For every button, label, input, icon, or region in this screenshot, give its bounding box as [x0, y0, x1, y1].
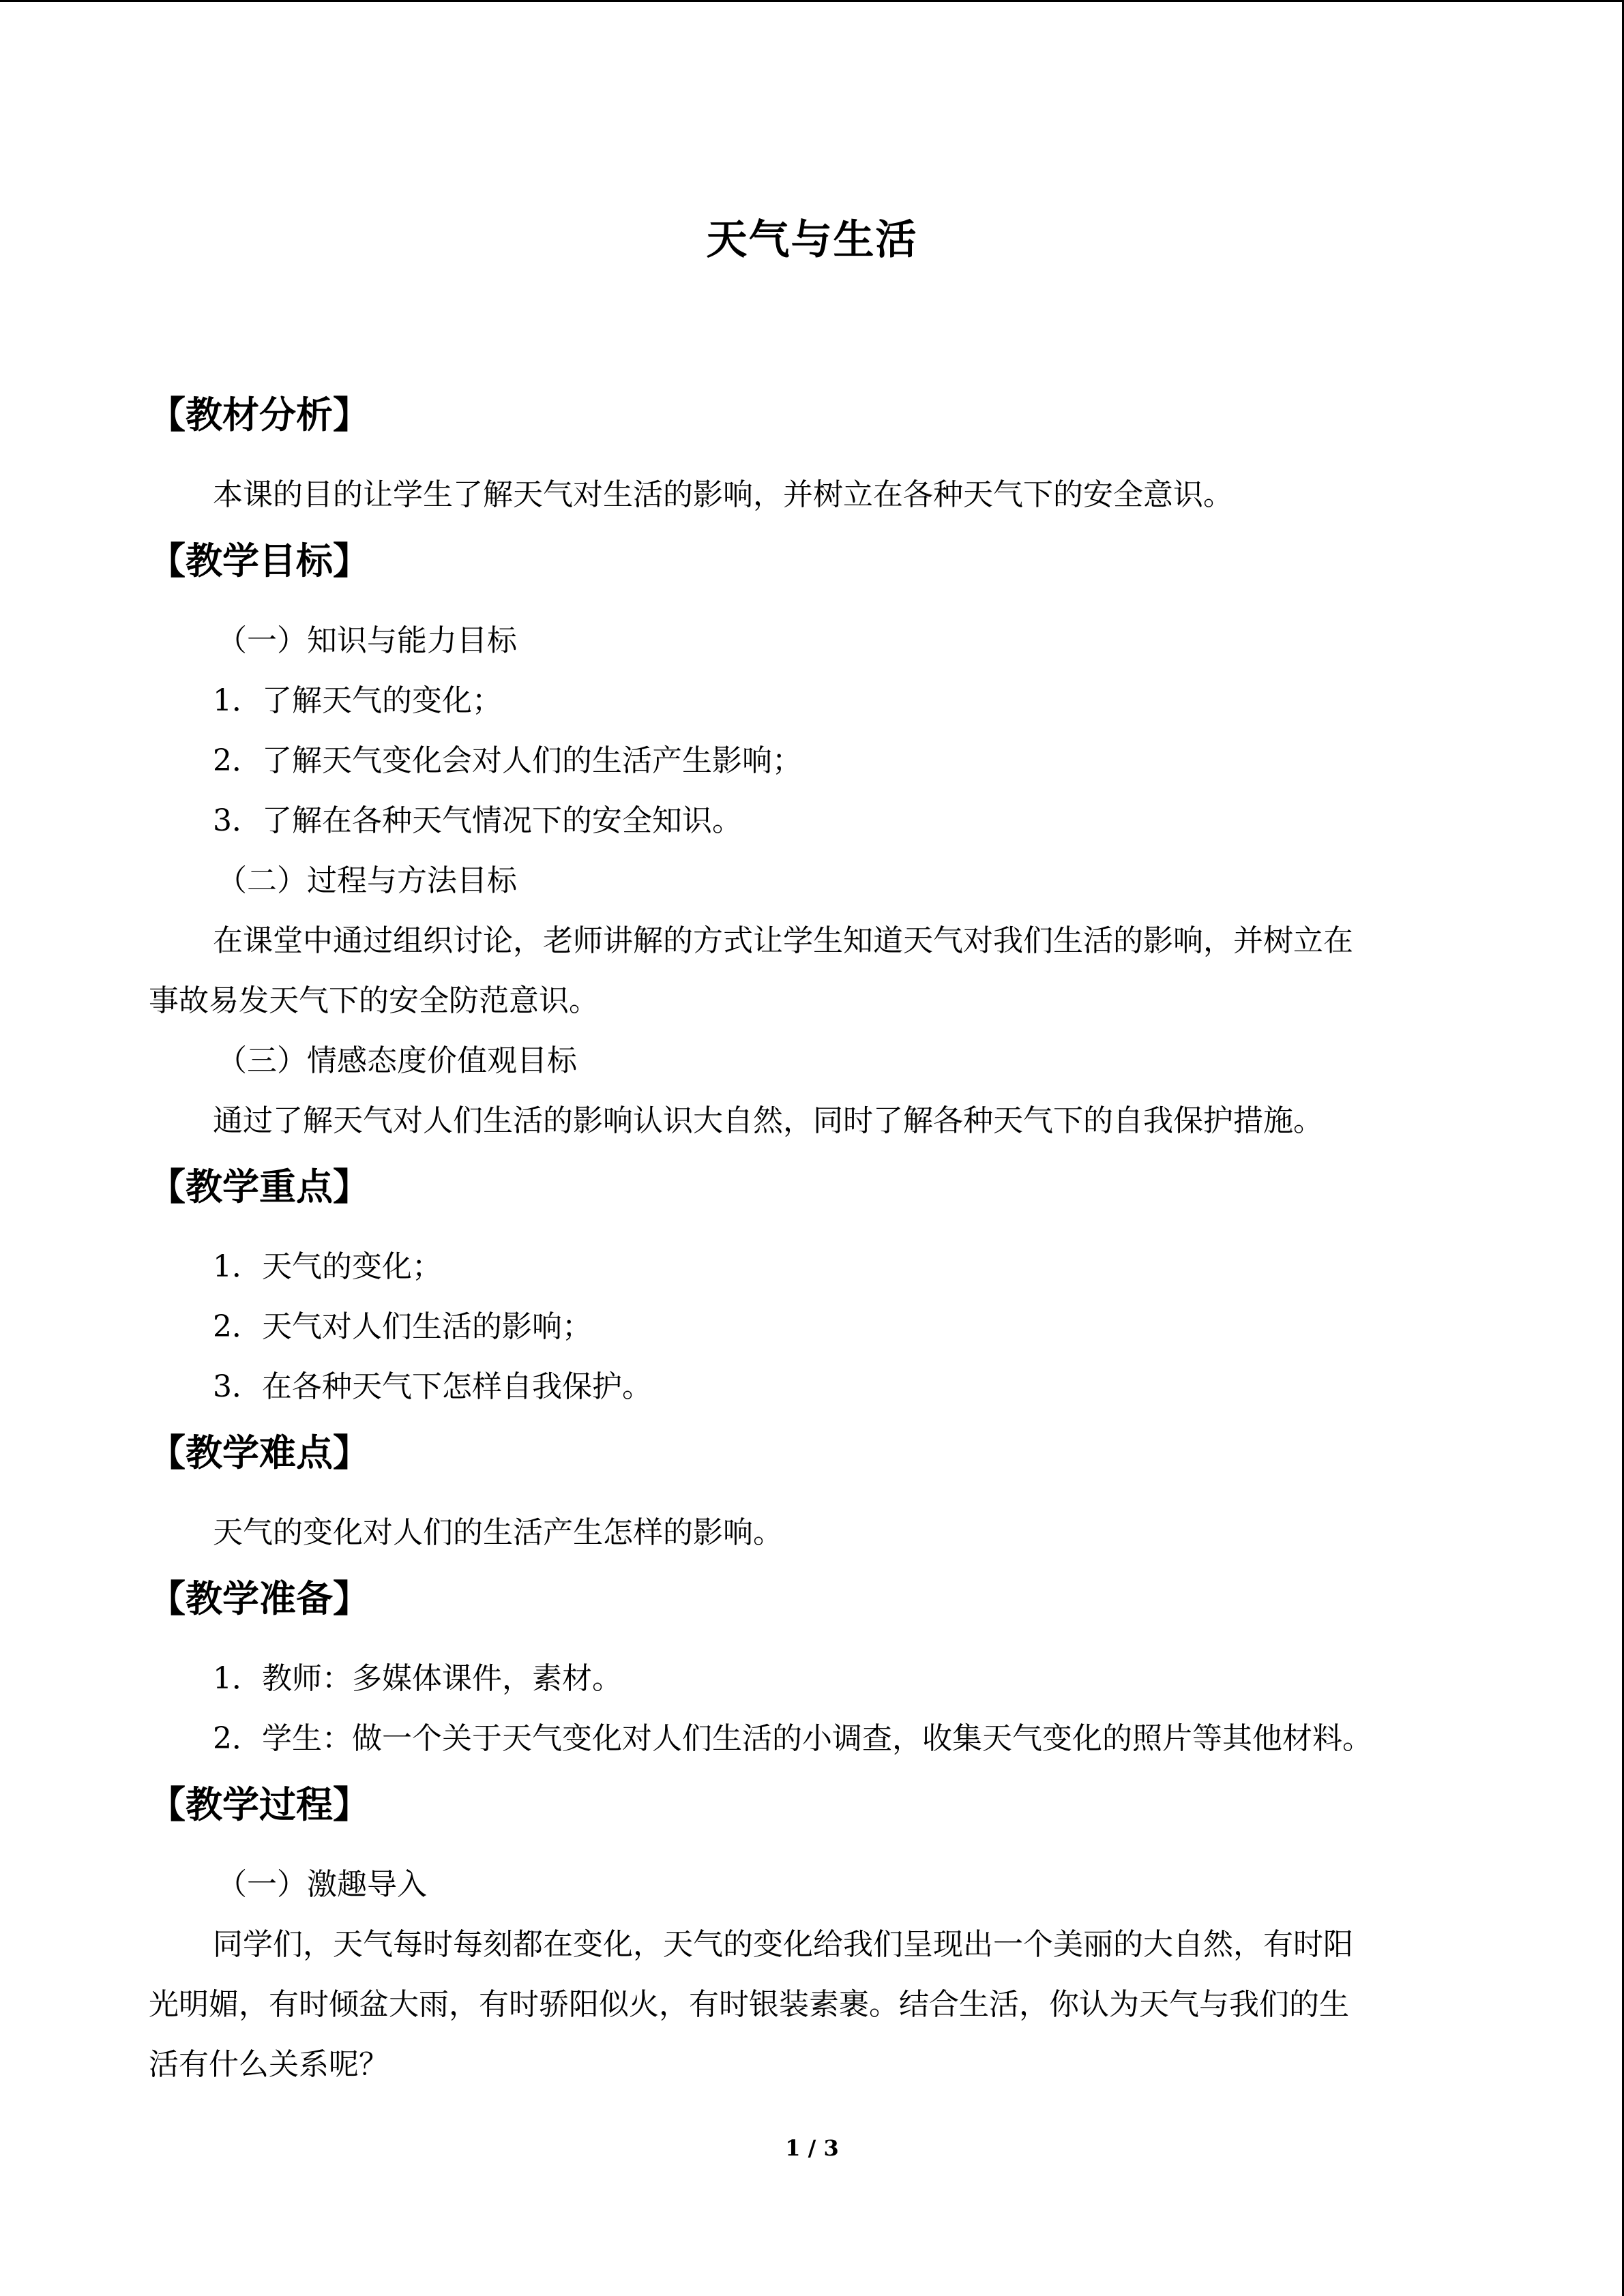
difficulties-body: 天气的变化对人们的生活产生怎样的影响。: [213, 1515, 783, 1550]
objectives-sub-process: （二）过程与方法目标: [217, 863, 517, 898]
analysis-body: 本课的目的让学生了解天气对生活的影响，并树立在各种天气下的安全意识。: [213, 477, 1233, 512]
key-point-3: 3．在各种天气下怎样自我保护。: [213, 1369, 652, 1404]
heading-key-points: 【教学重点】: [149, 1165, 370, 1208]
document-title: 天气与生活: [706, 216, 918, 264]
objectives-item-1: 1．了解天气的变化；: [213, 683, 502, 718]
objectives-process-line-2: 事故易发天气下的安全防范意识。: [149, 983, 599, 1018]
page-number: 1 / 3: [785, 2135, 839, 2161]
objectives-process-line-1: 在课堂中通过组织讨论，老师讲解的方式让学生知道天气对我们生活的影响，并树立在: [213, 923, 1353, 958]
objectives-sub-values: （三）情感态度价值观目标: [217, 1043, 577, 1078]
key-point-2: 2．天气对人们生活的影响；: [213, 1309, 592, 1344]
process-para-line-1: 同学们，天气每时每刻都在变化，天气的变化给我们呈现出一个美丽的大自然，有时阳: [213, 1927, 1353, 1962]
preparation-item-2: 2．学生：做一个关于天气变化对人们生活的小调查，收集天气变化的照片等其他材料。: [213, 1721, 1372, 1756]
key-point-1: 1．天气的变化；: [213, 1249, 442, 1284]
objectives-item-2: 2．了解天气变化会对人们的生活产生影响；: [213, 743, 802, 778]
objectives-item-3: 3．了解在各种天气情况下的安全知识。: [213, 803, 742, 838]
objectives-sub-knowledge: （一）知识与能力目标: [217, 623, 517, 658]
heading-difficulties: 【教学难点】: [149, 1431, 370, 1474]
heading-process: 【教学过程】: [149, 1783, 370, 1826]
page-border-top: [0, 0, 1624, 2]
heading-analysis: 【教材分析】: [149, 393, 370, 436]
objectives-values-body: 通过了解天气对人们生活的影响认识大自然，同时了解各种天气下的自我保护措施。: [213, 1103, 1323, 1138]
process-para-line-3: 活有什么关系呢？: [149, 2047, 389, 2082]
process-sub-intro: （一）激趣导入: [217, 1867, 427, 1902]
heading-preparation: 【教学准备】: [149, 1577, 370, 1620]
preparation-item-1: 1．教师：多媒体课件，素材。: [213, 1661, 622, 1696]
process-para-line-2: 光明媚，有时倾盆大雨，有时骄阳似火，有时银装素裹。结合生活，你认为天气与我们的生: [149, 1987, 1349, 2022]
heading-objectives: 【教学目标】: [149, 539, 370, 582]
